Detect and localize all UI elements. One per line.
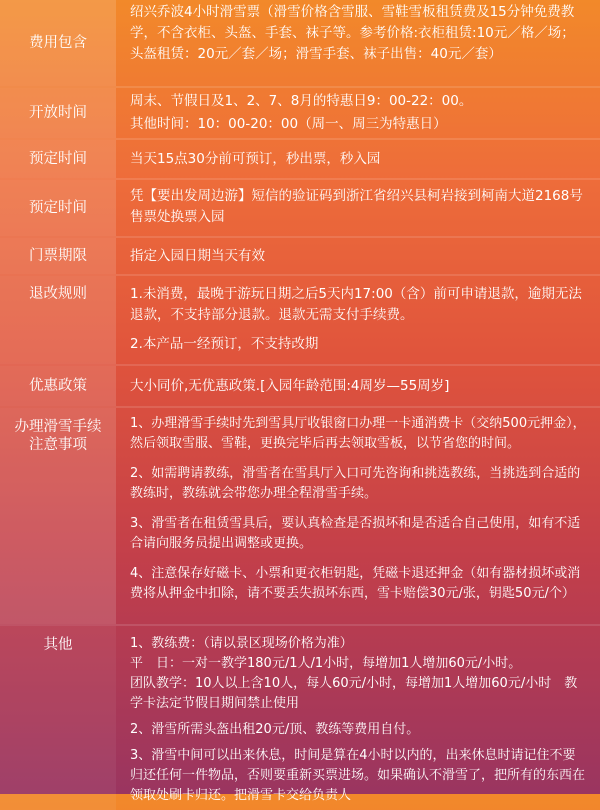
row-text: 3、滑雪中间可以出来休息，时间是算在4小时以内的，出来休息时请记住不要归还任何一件物品，否则要重新买票进场。如果确认不滑雪了，把所有的东西在领取处刷卡归还。把滑雪卡交给负责人 [130, 748, 586, 803]
row-text: 大小同价,无优惠政策.[入园年龄范围:4周岁—55周岁] [130, 377, 450, 394]
row-label: 费用包含 [0, 0, 116, 86]
row-refund-rules [0, 274, 600, 364]
row-opening-hours [0, 86, 600, 138]
row-text: 周末、节假日及1、2、7、8月的特惠日9：00-22：00。 [130, 93, 473, 109]
row-text: 1、办理滑雪手续时先到雪具厅收银窗口办理一卡通消费卡（交纳500元押金），然后领取雪服、雪鞋，更换完毕后再去领取雪板，以节省您的时间。 [130, 416, 586, 451]
row-content [116, 408, 600, 624]
row-fee-includes [0, 0, 600, 86]
row-content [116, 180, 600, 236]
row-content [116, 238, 600, 274]
row-text: 1.未消费，最晚于游玩日期之后5天内17:00（含）前可申请退款，逾期无法退款，不支持部分退款。退款无需支付手续费。 [130, 286, 582, 323]
row-content [116, 0, 600, 86]
row-label: 其他 [0, 626, 116, 810]
row-ticket-validity [0, 236, 600, 274]
row-label: 门票期限 [0, 238, 116, 274]
row-label: 预定时间 [0, 180, 116, 236]
row-content [116, 88, 600, 138]
row-text: 其他时间：10：00-20：00（周一、周三为特惠日） [130, 116, 447, 132]
row-text: 2、如需聘请教练，滑雪者在雪具厅入口可先咨询和挑选教练，当挑选到合适的教练时，教练就会带您办理全程滑雪手续。 [130, 466, 581, 501]
row-booking-redeem [0, 178, 600, 236]
row-text: 指定入园日期当天有效 [130, 247, 265, 264]
row-content [116, 366, 600, 406]
row-text: 当天15点30分前可预订，秒出票，秒入园 [130, 150, 381, 167]
row-content [116, 140, 600, 178]
row-label: 办理滑雪手续注意事项 [0, 408, 116, 624]
row-ski-procedures [0, 406, 600, 624]
row-text: 3、滑雪者在租赁雪具后，要认真检查是否损坏和是否适合自己使用，如有不适合请向服务员提出调整或更换。 [130, 516, 581, 551]
row-text: 2、滑雪所需头盔出租20元/顶、教练等费用自付。 [130, 722, 420, 737]
row-text: 2.本产品一经预订，不支持改期 [130, 336, 319, 352]
row-text: 凭【要出发周边游】短信的验证码到浙江省绍兴县柯岩接到柯南大道2168号售票处换票入园 [130, 188, 583, 225]
row-text: 1、教练费：（请以景区现场价格为准） 平 日：一对一教学180元/1人/1小时，每增加1人增加60元/小时。 团队教学：10人以上含10人，每人60元/小时，每增加1人增加60元/小时 教学卡法定节假日期间禁止使用 [130, 636, 578, 711]
row-label: 开放时间 [0, 88, 116, 138]
row-label: 优惠政策 [0, 366, 116, 406]
row-text: 绍兴乔波4小时滑雪票（滑雪价格含雪服、雪鞋雪板租赁费及15分钟免费教学，不含衣柜、头盔、手套、袜子等。参考价格:衣柜租赁:10元／格／场；头盔租赁：20元／套／场；滑雪手套、袜子出售：40元／套） [130, 4, 575, 62]
row-label: 退改规则 [0, 276, 116, 364]
row-text: 4、注意保存好磁卡、小票和更衣柜钥匙，凭磁卡退还押金（如有器材损坏或消费将从押金中扣除，请不要丢失损坏东西，雪卡赔偿30元/张，钥匙50元/个） [130, 566, 581, 601]
row-other [0, 624, 600, 810]
row-label: 预定时间 [0, 140, 116, 178]
row-content [116, 276, 600, 364]
row-discount-policy [0, 364, 600, 406]
row-content [116, 626, 600, 810]
row-booking-time [0, 138, 600, 178]
